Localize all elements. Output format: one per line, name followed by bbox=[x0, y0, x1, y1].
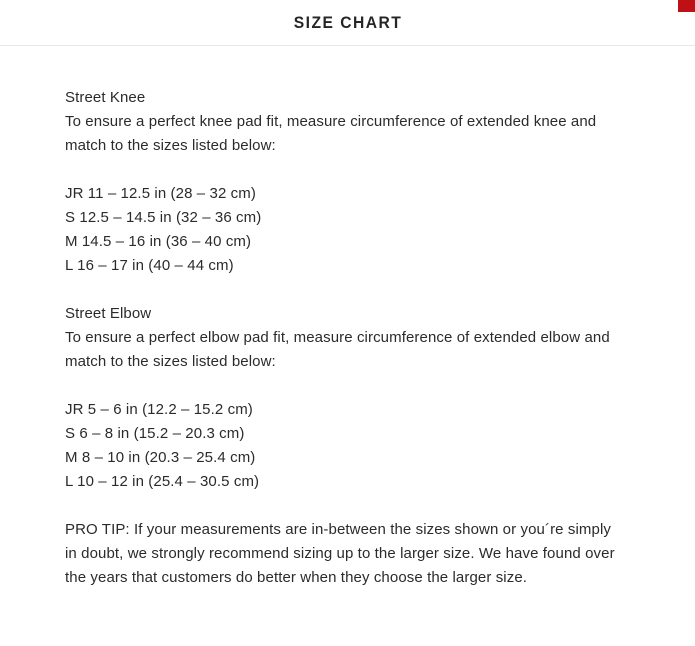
pro-tip-note: PRO TIP: If your measurements are in-between the sizes shown or you´re simply in doubt, we strongly recommend sizing up to the larger size. We have found over the years that customers do better when they choose the larger size. bbox=[65, 521, 615, 586]
size-chart-header bbox=[0, 0, 695, 46]
section-street-elbow bbox=[65, 302, 630, 494]
section-street-knee bbox=[65, 86, 630, 278]
corner-accent-marker bbox=[678, 0, 695, 12]
section-heading: Street Elbow bbox=[65, 305, 152, 322]
page-title: SIZE CHART bbox=[293, 13, 402, 32]
list-item: JR 11 – 12.5 in (28 – 32 cm) bbox=[65, 185, 256, 202]
list-item: L 16 – 17 in (40 – 44 cm) bbox=[65, 257, 234, 274]
size-list-elbow bbox=[65, 398, 630, 494]
list-item: L 10 – 12 in (25.4 – 30.5 cm) bbox=[65, 473, 260, 490]
list-item: M 8 – 10 in (20.3 – 25.4 cm) bbox=[65, 449, 256, 466]
list-item: M 14.5 – 16 in (36 – 40 cm) bbox=[65, 233, 252, 250]
section-intro: To ensure a perfect elbow pad fit, measure circumference of extended elbow and match to the sizes listed below: bbox=[65, 329, 610, 370]
list-item: S 12.5 – 14.5 in (32 – 36 cm) bbox=[65, 209, 262, 226]
size-chart-body bbox=[0, 46, 695, 590]
list-item: JR 5 – 6 in (12.2 – 15.2 cm) bbox=[65, 401, 253, 418]
size-list-knee bbox=[65, 182, 630, 278]
section-heading: Street Knee bbox=[65, 89, 146, 106]
list-item: S 6 – 8 in (15.2 – 20.3 cm) bbox=[65, 425, 245, 442]
section-intro: To ensure a perfect knee pad fit, measure circumference of extended knee and match to the sizes listed below: bbox=[65, 113, 597, 154]
